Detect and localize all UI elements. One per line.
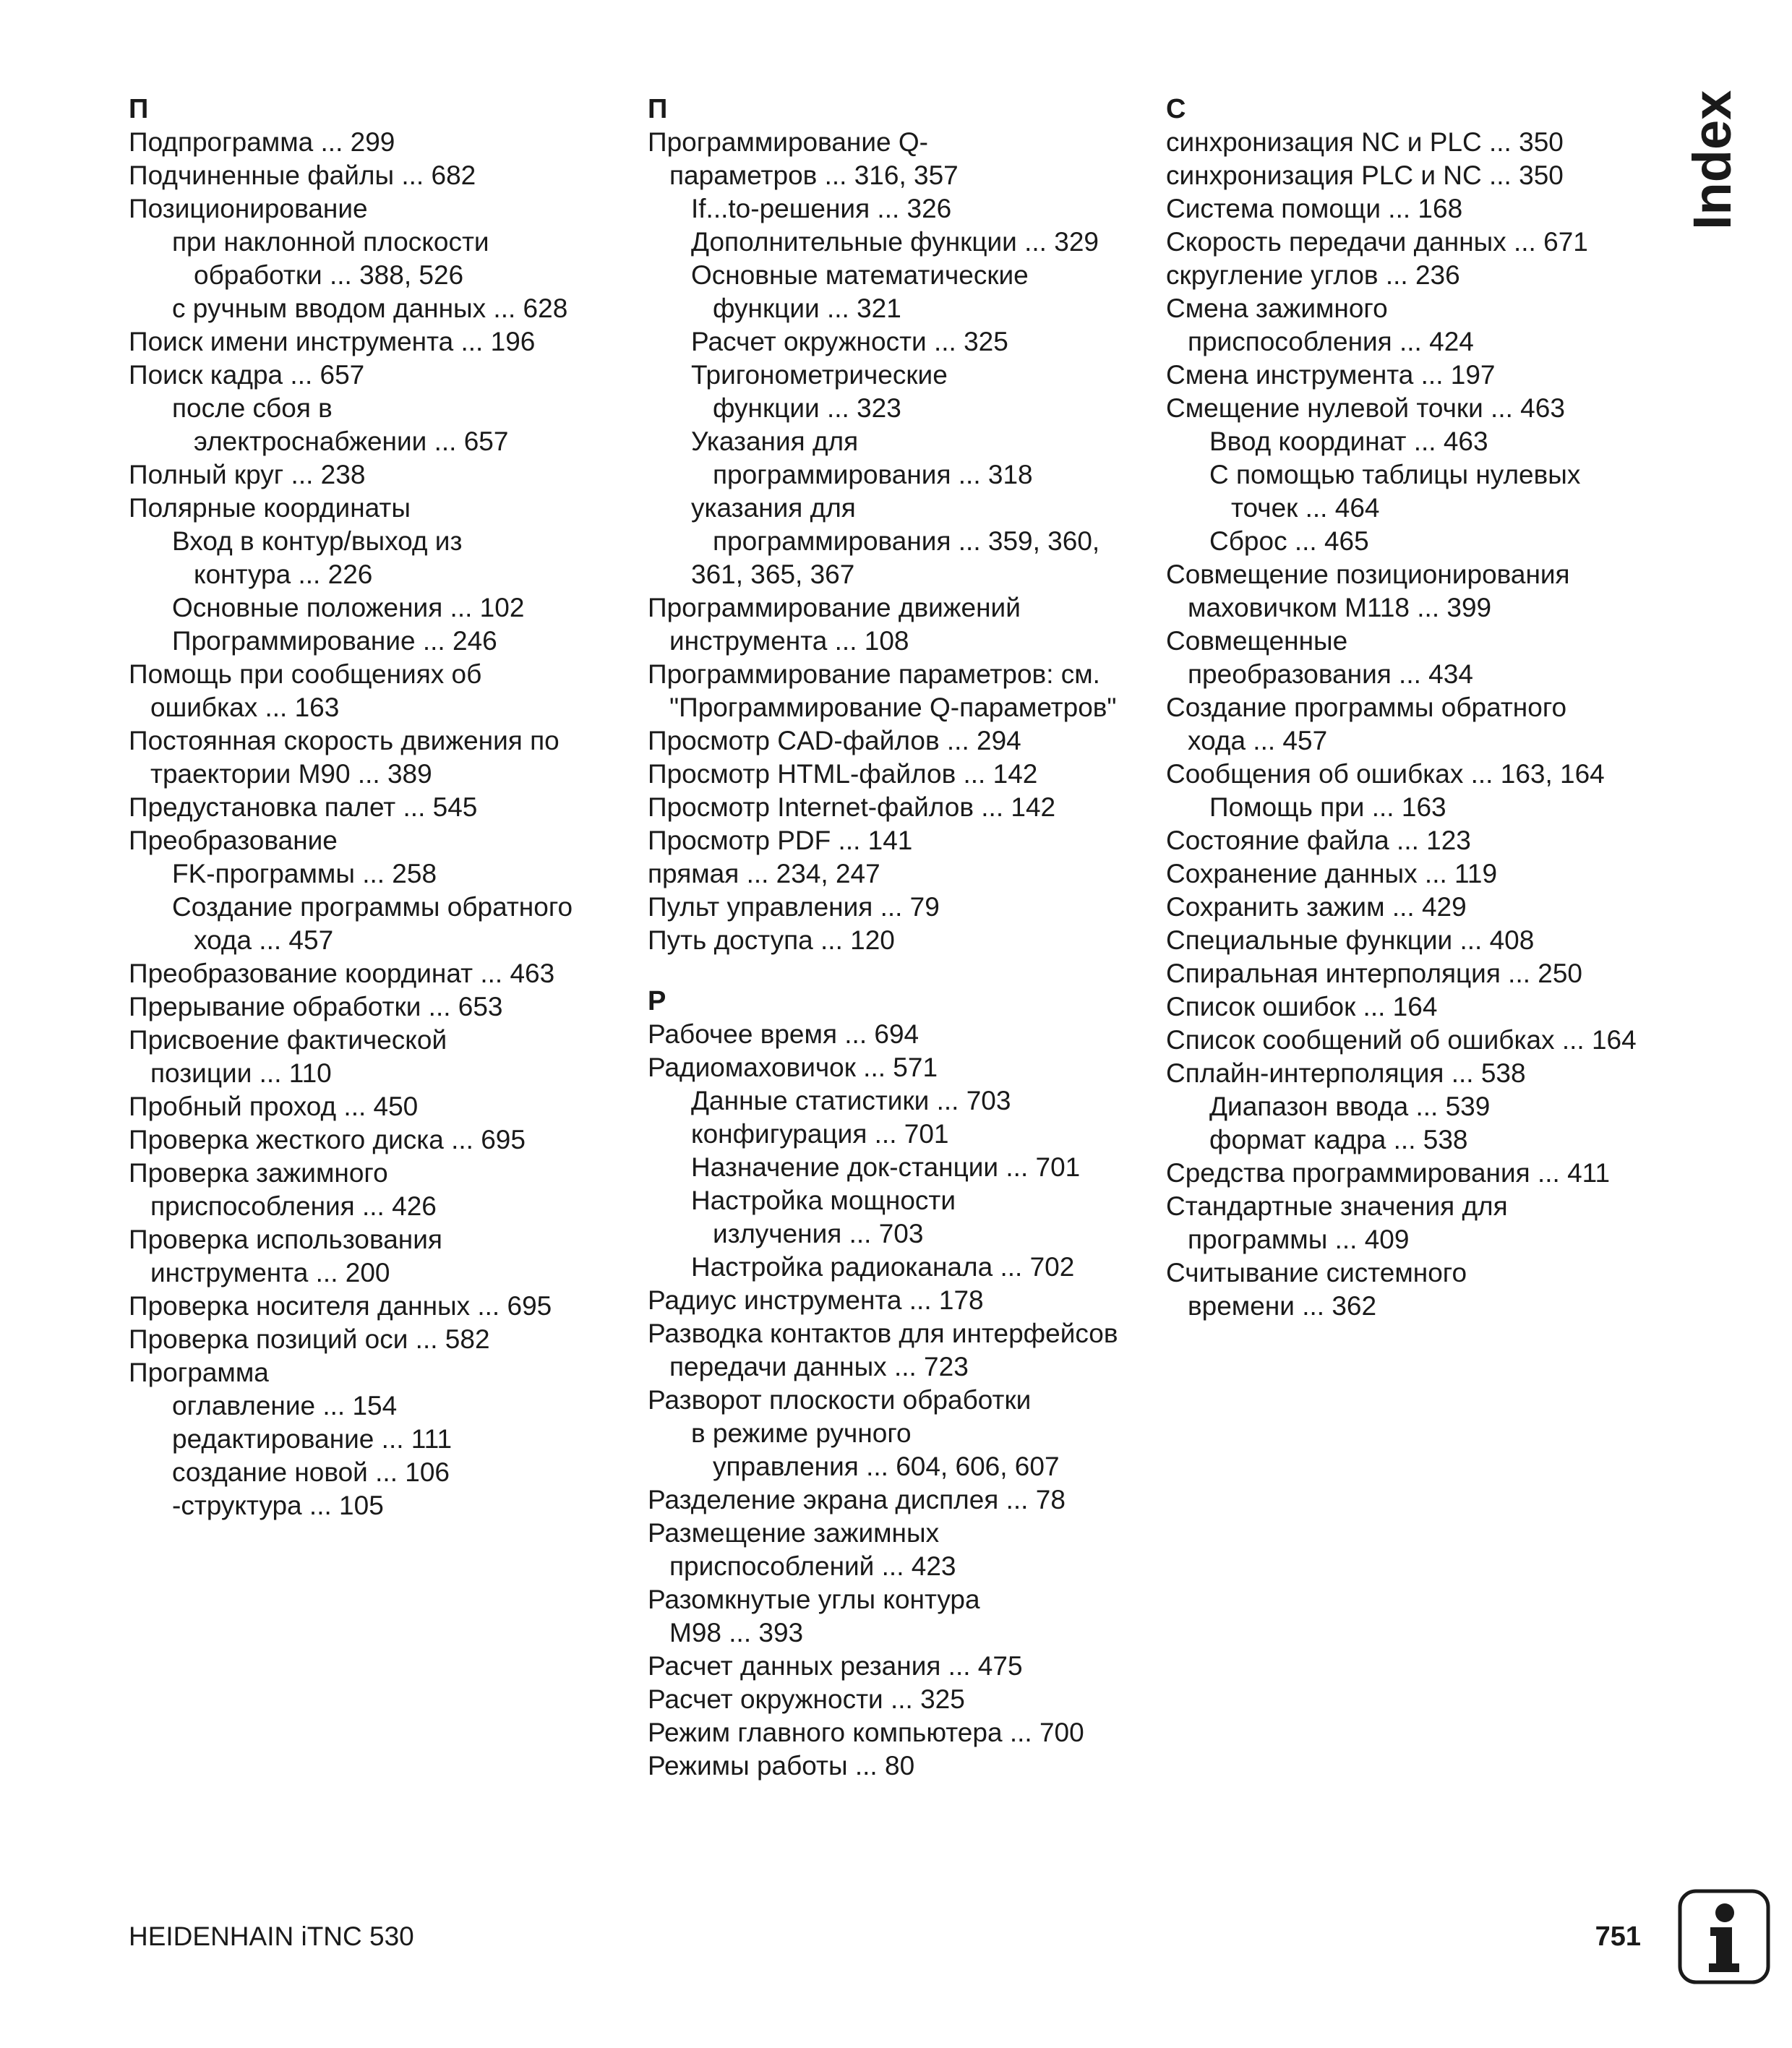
index-entry: формат кадра ... 538 — [1209, 1125, 1468, 1154]
side-title — [1682, 90, 1742, 231]
index-entry: Настройка радиоканала ... 702 — [691, 1252, 1075, 1282]
index-entry: Подчиненные файлы ... 682 — [129, 160, 476, 190]
index-entry: Полярные координаты — [129, 493, 411, 523]
index-entry: функции ... 321 — [713, 294, 901, 323]
index-entry: синхронизация PLC и NC ... 350 — [1166, 160, 1564, 190]
page-number: 751 — [1595, 1921, 1641, 1952]
index-entry: Считывание системного — [1166, 1258, 1467, 1288]
index-entry: Назначение док-станции ... 701 — [691, 1152, 1081, 1182]
index-entry: Проверка использования — [129, 1225, 442, 1254]
index-entry: Полный круг ... 238 — [129, 460, 366, 489]
index-entry: Рабочее время ... 694 — [648, 1019, 919, 1049]
index-entry: Спиральная интерполяция ... 250 — [1166, 959, 1583, 988]
index-entry: электроснабжении ... 657 — [194, 427, 509, 456]
index-entry: Программирование движений — [648, 593, 1021, 622]
index-entry: Подпрограмма ... 299 — [129, 127, 395, 157]
index-entry: Сброс ... 465 — [1209, 526, 1369, 556]
index-entry: Состояние файла ... 123 — [1166, 826, 1471, 855]
index-entry: Радиомаховичок ... 571 — [648, 1053, 938, 1082]
side-title-text: Index — [1682, 90, 1742, 230]
index-entry: Пульт управления ... 79 — [648, 892, 940, 922]
index-entry: Радиус инструмента ... 178 — [648, 1285, 984, 1315]
info-icon — [1677, 1888, 1771, 1985]
index-entry: Указания для — [691, 427, 859, 456]
index-entry: Сплайн-интерполяция ... 538 — [1166, 1058, 1526, 1088]
index-entry: Специальные функции ... 408 — [1166, 925, 1535, 955]
index-entry: Проверка носителя данных ... 695 — [129, 1291, 552, 1321]
index-entry: Расчет данных резания ... 475 — [648, 1651, 1023, 1681]
index-entry: Совмещение позиционирования — [1166, 560, 1570, 589]
index-entry: Просмотр CAD-файлов ... 294 — [648, 726, 1021, 755]
index-entry: контура ... 226 — [194, 560, 373, 589]
index-entry: преобразования ... 434 — [1188, 659, 1473, 689]
index-entry: указания для — [691, 493, 856, 523]
index-entry: Программирование Q- — [648, 127, 928, 157]
index-entry: Совмещенные — [1166, 626, 1348, 656]
index-entry: Прерывание обработки ... 653 — [129, 992, 503, 1021]
index-entry: после сбоя в — [172, 393, 333, 423]
index-entry: скругление углов ... 236 — [1166, 260, 1460, 290]
index-entry: Проверка жесткого диска ... 695 — [129, 1125, 526, 1154]
index-entry: хода ... 457 — [1188, 726, 1328, 755]
index-entry: Тригонометрические — [691, 360, 948, 390]
index-entry: Постоянная скорость движения по — [129, 726, 560, 755]
index-entry: Смещение нулевой точки ... 463 — [1166, 393, 1565, 423]
index-entry: Средства программирования ... 411 — [1166, 1158, 1611, 1188]
index-entry: Режимы работы ... 80 — [648, 1751, 915, 1781]
index-entry: Стандартные значения для — [1166, 1191, 1508, 1221]
index-entry: Пробный проход ... 450 — [129, 1092, 419, 1121]
index-entry: Сообщения об ошибках ... 163, 164 — [1166, 759, 1605, 789]
index-entry: позиции ... 110 — [150, 1058, 332, 1088]
index-entry: при наклонной плоскости — [172, 227, 489, 257]
index-entry: инструмента ... 108 — [669, 626, 909, 656]
index-entry: FK-программы ... 258 — [172, 859, 437, 888]
index-entry: "Программирование Q-параметров" — [669, 693, 1117, 722]
index-letter-heading: П — [129, 94, 149, 124]
index-entry: управления ... 604, 606, 607 — [713, 1452, 1060, 1481]
index-entry: прямая ... 234, 247 — [648, 859, 880, 888]
index-letter-heading: С — [1166, 94, 1186, 124]
index-entry: Список ошибок ... 164 — [1166, 992, 1438, 1021]
index-entry: Диапазон ввода ... 539 — [1209, 1092, 1491, 1121]
index-entry: Ввод координат ... 463 — [1209, 427, 1488, 456]
index-entry: Присвоение фактической — [129, 1025, 447, 1055]
index-entry: обработки ... 388, 526 — [194, 260, 464, 290]
index-entry: Программирование параметров: см. — [648, 659, 1100, 689]
index-entry: Проверка зажимного — [129, 1158, 388, 1188]
index-entry: Скорость передачи данных ... 671 — [1166, 227, 1588, 257]
index-entry: излучения ... 703 — [713, 1219, 924, 1248]
index-entry: Создание программы обратного — [172, 892, 573, 922]
index-entry: функции ... 323 — [713, 393, 901, 423]
index-entry: Преобразование координат ... 463 — [129, 959, 555, 988]
index-entry: Данные статистики ... 703 — [691, 1086, 1011, 1115]
index-entry: Просмотр Internet-файлов ... 142 — [648, 792, 1056, 822]
index-entry: создание новой ... 106 — [172, 1457, 450, 1487]
index-entry: Предустановка палет ... 545 — [129, 792, 478, 822]
index-entry: оглавление ... 154 — [172, 1391, 398, 1421]
index-entry: программирования ... 318 — [713, 460, 1033, 489]
index-entry: времени ... 362 — [1188, 1291, 1377, 1321]
index-entry: 361, 365, 367 — [691, 560, 855, 589]
index-entry: Настройка мощности — [691, 1186, 956, 1215]
index-column-2 — [648, 93, 1154, 1783]
footer-title: HEIDENHAIN iTNC 530 — [129, 1921, 414, 1951]
index-entry: Поиск кадра ... 657 — [129, 360, 365, 390]
index-entry: Основные положения ... 102 — [172, 593, 525, 622]
index-entry: Разделение экрана дисплея ... 78 — [648, 1485, 1066, 1514]
index-entry: параметров ... 316, 357 — [669, 160, 959, 190]
index-entry: Список сообщений об ошибках ... 164 — [1166, 1025, 1637, 1055]
index-entry: Программа — [129, 1358, 269, 1387]
index-entry: приспособлений ... 423 — [669, 1551, 956, 1581]
index-entry: Программирование ... 246 — [172, 626, 497, 656]
index-entry: Просмотр HTML-файлов ... 142 — [648, 759, 1038, 789]
index-entry: ошибках ... 163 — [150, 693, 340, 722]
index-entry: -структура ... 105 — [172, 1491, 384, 1520]
index-entry: Расчет окружности ... 325 — [648, 1684, 965, 1714]
index-column-1 — [129, 93, 635, 1522]
index-entry: в режиме ручного — [691, 1418, 912, 1448]
index-entry: Разомкнутые углы контура — [648, 1585, 980, 1614]
index-entry: хода ... 457 — [194, 925, 334, 955]
index-entry: Проверка позиций оси ... 582 — [129, 1324, 490, 1354]
index-entry: Путь доступа ... 120 — [648, 925, 895, 955]
index-entry: конфигурация ... 701 — [691, 1119, 949, 1149]
index-entry: Помощь при сообщениях об — [129, 659, 482, 689]
index-entry: Сохранение данных ... 119 — [1166, 859, 1498, 888]
index-entry: точек ... 464 — [1231, 493, 1380, 523]
index-entry: с ручным вводом данных ... 628 — [172, 294, 568, 323]
index-entry: Смена инструмента ... 197 — [1166, 360, 1496, 390]
index-entry: Сохранить зажим ... 429 — [1166, 892, 1467, 922]
index-entry: Смена зажимного — [1166, 294, 1388, 323]
index-entry: маховичком M118 ... 399 — [1188, 593, 1492, 622]
index-entry: Просмотр PDF ... 141 — [648, 826, 913, 855]
index-entry: приспособления ... 426 — [150, 1191, 437, 1221]
index-entry: С помощью таблицы нулевых — [1209, 460, 1581, 489]
index-entry: Вход в контур/выход из — [172, 526, 463, 556]
index-letter-heading: P — [648, 986, 666, 1016]
index-entry: Разворот плоскости обработки — [648, 1385, 1032, 1415]
index-entry: Поиск имени инструмента ... 196 — [129, 327, 536, 356]
index-letter-heading: П — [648, 94, 668, 124]
index-entry: программирования ... 359, 360, — [713, 526, 1100, 556]
index-entry: инструмента ... 200 — [150, 1258, 390, 1288]
index-entry: Режим главного компьютера ... 700 — [648, 1718, 1084, 1747]
index-entry: Расчет окружности ... 325 — [691, 327, 1008, 356]
index-entry: синхронизация NC и PLC ... 350 — [1166, 127, 1564, 157]
index-column-3 — [1166, 93, 1672, 1323]
index-entry: редактирование ... 111 — [172, 1424, 453, 1454]
index-entry: траектории M90 ... 389 — [150, 759, 432, 789]
index-entry: Разводка контактов для интерфейсов — [648, 1319, 1118, 1348]
index-entry: программы ... 409 — [1188, 1225, 1410, 1254]
index-entry: Размещение зажимных — [648, 1518, 940, 1548]
index-entry: M98 ... 393 — [669, 1618, 804, 1648]
index-entry: приспособления ... 424 — [1188, 327, 1474, 356]
index-entry: Дополнительные функции ... 329 — [691, 227, 1099, 257]
index-entry: Создание программы обратного — [1166, 693, 1567, 722]
index-entry: Система помощи ... 168 — [1166, 194, 1463, 223]
index-entry: Преобразование — [129, 826, 338, 855]
index-entry: передачи данных ... 723 — [669, 1352, 969, 1381]
index-entry: Помощь при ... 163 — [1209, 792, 1446, 822]
index-entry: Основные математические — [691, 260, 1029, 290]
index-entry: If...to-решения ... 326 — [691, 194, 952, 223]
index-entry: Позиционирование — [129, 194, 368, 223]
